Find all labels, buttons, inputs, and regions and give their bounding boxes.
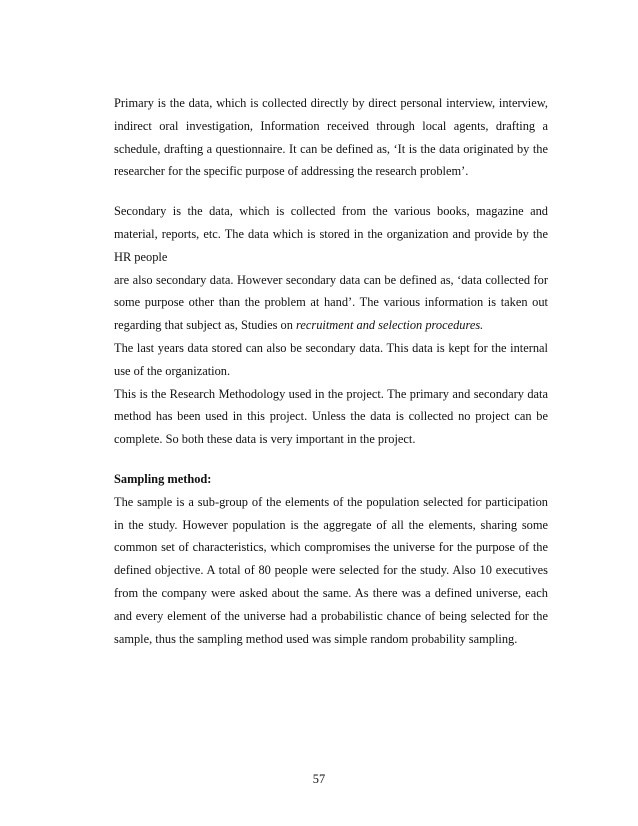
text-line-prefix: regarding that subject as, Studies on [114,318,297,333]
italic-phrase: recruitment and selection procedures. [296,318,484,333]
text-line: HR people [114,249,168,264]
section-heading: Sampling method: [114,471,212,486]
paragraph-last-years-data [114,337,548,383]
text-line: researcher for the specific purpose of addressing the research problem’. [114,164,469,179]
text-line: defined objective. A total of 80 people were selected for the study. Also 10 executives [114,563,548,578]
text-line: in the study. However population is the aggregate of all the elements, sharing some [114,517,548,532]
text-line: This is the Research Methodology used in the project. The primary and secondary data [114,386,548,401]
text-line: are also secondary data. However secondary data can be defined as, ‘data collected for [114,272,548,287]
text-line: use of the organization. [114,363,231,378]
text-line: common set of characteristics, which compromises the universe for the purpose of the [114,540,548,555]
text-line: indirect oral investigation, Information received through local agents, drafting a [114,118,548,133]
text-line: and every element of the universe had a probabilistic chance of being selected for the [114,608,548,623]
text-line: sample, thus the sampling method used was simple random probability sampling. [114,631,518,646]
text-line [114,314,548,337]
paragraph-secondary-data [114,200,548,337]
text-line: method has been used in this project. Unless the data is collected no project can be [114,409,548,424]
paragraph-primary-data [114,92,548,183]
text-line: Primary is the data, which is collected directly by direct personal interview, interview, [114,96,548,110]
page-number: 57 [312,772,326,786]
text-line: some purpose other than the problem at hand’. The various information is taken out [114,295,548,310]
text-line: schedule, drafting a questionnaire. It can be defined as, ‘It is the data originated by the [114,141,548,156]
document-body [114,92,548,650]
text-line: complete. So both these data is very important in the project. [114,432,416,447]
text-line: Secondary is the data, which is collected from the various books, magazine and [114,204,548,219]
paragraph-sampling-method [114,491,548,651]
text-line: material, reports, etc. The data which is stored in the organization and provide by the [114,226,548,241]
paragraph-research-methodology [114,383,548,451]
text-line: The last years data stored can also be secondary data. This data is kept for the internal [114,340,548,355]
text-line: from the company were asked about the same. As there was a defined universe, each [114,585,548,600]
text-line: The sample is a sub-group of the elements of the population selected for participation [114,494,548,509]
